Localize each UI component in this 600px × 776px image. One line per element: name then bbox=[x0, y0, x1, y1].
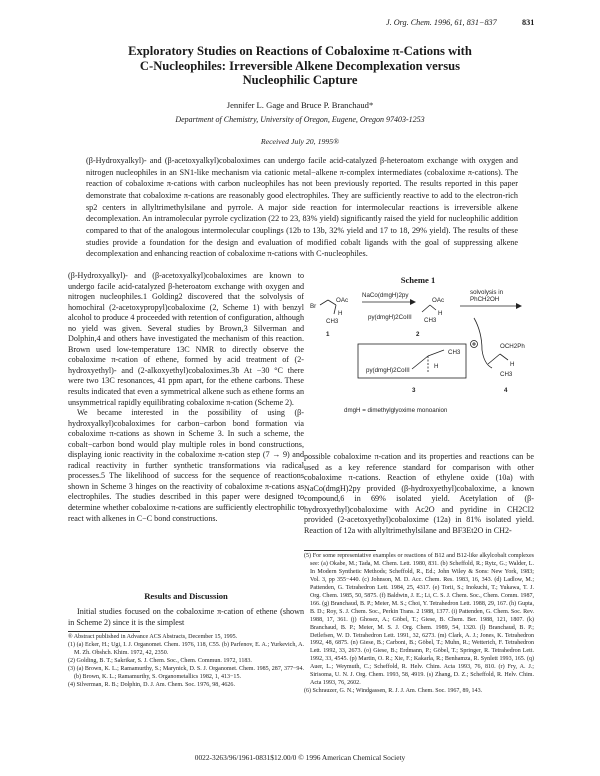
abstract: (β-Hydroxyalkyl)- and (β-acetoxyalkyl)cobaloximes can undergo facile acid-catalyzed β-heteroatom exchange with oxygen and nitrogen nucleophiles in an SN1-like mechanism via cationic metal−alkene π-complex intermediates (cobaloxime π-cations). The reaction of cobaloxime π-cations with carbon nucleophiles has not been previously reported. The results reported in this paper demonstrate that cobaloxime π-cations are reasonably good electrophiles. They are sufficiently reactive to add to the electron-rich sp2 centers in allyltrimethylsilane and pyrrole. A major side reaction for intermolecular reactions is irreversible alkene decomplexation. An intramolecular pyrrole cyclization (22 to 23, 83% yield) significantly raised the yield for nucleophilic addition compared to that of the analogous intermolecular couplings (12b to 13b, 32% yield and 17 to 18, 29% yield). The results of these studies provide a foundation for the design and evaluation of modified cobalt ligands with the goal of suppressing alkene decomplexation and enhancing reaction of cobaloxime π-cations with C-nucleophiles. bbox=[86, 156, 518, 259]
bond bbox=[428, 350, 444, 356]
leaving-group-label: Br bbox=[310, 303, 317, 310]
compound-4-label: 4 bbox=[504, 387, 508, 394]
footnote: (6) Schrauzer, G. N.; Windgassen, R. J. J. Am. Chem. Soc. 1967, 89, 143. bbox=[304, 688, 483, 695]
bond bbox=[488, 354, 500, 364]
authors: Jennifer L. Gage and Bruce P. Branchaud* bbox=[226, 100, 374, 110]
scheme-1-diagram bbox=[304, 288, 540, 456]
left-column bbox=[68, 271, 304, 524]
h-label-2: H bbox=[438, 310, 443, 317]
affiliation: Department of Chemistry, University of Oregon, Eugene, Oregon 97403-1253 bbox=[175, 115, 425, 124]
page-footer: 0022-3263/96/1961-0831$12.00/0 © 1996 American Chemical Society bbox=[194, 753, 406, 762]
solvent-label: PhCH2OH bbox=[470, 296, 500, 303]
footnotes-right bbox=[304, 553, 534, 696]
paragraph-motivation: We became interested in the possibility of using (β-hydroxyalkyl)cobaloximes for carbon−carbon bond formation via cobaloxime π-cations as shown in Scheme 3. In such a scheme, the cobalt−carbon bond would play multiple roles in bond constructions, displaying ionic reactivity in the cobaloxime π-cation step (7 → 9) and radical reactivity in further synthetic transformations via radical processes.5 The likelihood of success for the sequence of reactions shown in Scheme 3 hinges on the reactivity of cobaloxime π-cations as electrophiles. The studies described in this paper were designed to determine whether cobaloxime π-cations are sufficiently electrophilic to react with alkenes in C−C bond constructions. bbox=[68, 408, 304, 523]
arrow-head bbox=[516, 303, 522, 309]
oac-label: OAc bbox=[336, 297, 349, 304]
ch3-label: CH3 bbox=[326, 318, 339, 325]
pi-bond bbox=[412, 356, 428, 369]
bond bbox=[500, 354, 508, 360]
cobalt-group-label-3: py(dmgH)2CoIII bbox=[366, 367, 410, 374]
scheme-title: Scheme 1 bbox=[400, 275, 436, 285]
ch3-label-2: CH3 bbox=[424, 317, 437, 324]
page-number: 831 bbox=[522, 18, 535, 27]
bond bbox=[422, 305, 430, 312]
footnote: (4) Silverman, R. B.; Dolphin, D. J. Am. Chem. Soc. 1976, 98, 4626. bbox=[68, 681, 235, 688]
oac-label-2: OAc bbox=[432, 297, 445, 304]
footnote-rule-right bbox=[304, 550, 376, 551]
section-heading: Results and Discussion bbox=[144, 591, 228, 601]
och2ph-label: OCH2Ph bbox=[500, 343, 525, 350]
right-column bbox=[304, 452, 534, 536]
curved-arrow bbox=[474, 318, 492, 368]
footnotes-left bbox=[68, 634, 304, 690]
footnote: (3) (a) Brown, K. L.; Ramamurthy, S.; Marynick, D. S. J. Organomet. Chem. 1985, 287, 377−94. (b) Brown, K. L.; Ramamurthy, S. Organometallics 1982, 1, 413−15. bbox=[68, 665, 304, 680]
cobalt-group-label: py(dmgH)2CoIII bbox=[368, 314, 412, 321]
ch3-label-4: CH3 bbox=[500, 371, 513, 378]
scheme-legend: dmgH = dimethylglyoxime monoanion bbox=[344, 407, 448, 414]
received-date: Received July 20, 1995® bbox=[260, 137, 340, 146]
compound-1-label: 1 bbox=[326, 331, 330, 338]
paragraph-results: Initial studies focused on the cobaloxime π-cation of ethene (shown in Scheme 2) since it is the simplest bbox=[68, 607, 304, 627]
solvolysis-label: solvolysis in bbox=[470, 289, 504, 296]
compound-3-label: 3 bbox=[412, 387, 416, 394]
bond bbox=[328, 300, 336, 305]
bond bbox=[430, 305, 436, 310]
arrow-head bbox=[410, 299, 416, 305]
compound-2-label: 2 bbox=[416, 331, 420, 338]
title-line-3: Nucleophilic Capture bbox=[242, 73, 358, 87]
title-line-2: C-Nucleophiles: Irreversible Alkene Decomplexation versus bbox=[139, 58, 461, 73]
paper-title bbox=[60, 44, 540, 88]
footnote-rule-left bbox=[68, 631, 140, 632]
ch3-label-3: CH3 bbox=[448, 349, 461, 356]
left-column-continued bbox=[68, 607, 304, 628]
footnote: ® Abstract published in Advance ACS Abstracts, December 15, 1995. bbox=[68, 634, 238, 640]
footnote: (1) (a) Ecker, H.; Ugi, I. J. Organomet. Chem. 1976, 118, C55. (b) Parfenov, E. A.; Yurkevich, A. M. Zh. Obshch. Khim. 1972, 42, 2350. bbox=[68, 641, 304, 656]
title-line-1: Exploratory Studies on Reactions of Cobaloxime π-Cations with bbox=[128, 44, 472, 58]
bond bbox=[320, 300, 328, 305]
bond bbox=[334, 305, 336, 314]
paragraph-ethene: possible cobaloxime π-cation and its properties and reactions can be used as a key reference standard for comparison with other cobaloxime π-cations. Reaction of ethylene oxide (10a) with NaCo(dmgH)2py provided (β-hydroxyethyl)cobaloxime, a known compound,6 in 69% isolated yield. Acetylation of (β-hydroxyethyl)cobaloxime with Ac2O and pyridine in CH2Cl2 provided (2-acetoxyethyl)cobaloxime (12a) in 81% isolated yield. Reaction of 12a with allyltrimethylsilane and BF3Et2O in CH2- bbox=[304, 452, 534, 535]
h-label-4: H bbox=[510, 361, 515, 368]
footnote: (5) For some representative examples or reactions of B12 and B12-like alkylcobalt complexes see: (a) Okabe, M.; Tada, M. Chem. Lett. 1980, 831. (b) Scheffold, R.; Rytz, G.; Walder, L. In Modern Synthetic Methods; Scheffold, R., Ed.; John Wiley & Sons: New York, 1983; Vol. 3, pp 355−440. (c) Johnson, M. D. Acc. Chem. Res. 1983, 16, 343. (d) Ladlow, M.; Pattenden, G. Tetrahedron Lett. 1984, 25, 4317. (e) Torii, S.; Inokuchi, T.; Yukawa, T. J. Org. Chem. 1985, 50, 5875. (f) Baldwin, J. E.; Li, C. S. J. Chem. Soc., Chem. Comm. 1987, 166. (g) Branchaud, B. P.; Meier, M. S.; Choi, Y. Tetrahedron Lett. 1988, 29, 167. (h) Gupta, B. D.; Roy, S. J. Chem. Soc., Perkin Trans. 2 1988, 1377. (i) Pattenden, G. Chem. Soc. Rev. 1988, 17, 361. (j) Ghosez, A.; Göbel, T.; Giese, B. Chem. Ber. 1988, 121, 1807. (k) Branchaud, B. P.; Meier, M. S. J. Org. Chem. 1989, 54, 1320. (l) Branchaud, B. P.; Detlefsen, W. D. Tetrahedron Lett. 1991, 32, 6273. (m) Clark, A. J.; Jones, K. Tetrahedron 1992, 48, 6875. (n) Giese, B.; Carboni, B.; Göbel, T.; Muhn, R.; Wetterich, F. Tetrahedron Lett. 1992, 33, 2673. (o) Giese, B.; Erdmann, P.; Göbel, T.; Springer, R. Tetrahedron Lett. 1992, 33, 4545. (p) Martin, O. R.; Xie, F.; Kakarla, R.; Benhamza, R. Synlett 1993, 165. (q) Auer, L.; Weymuth, C.; Scheffold, R. Helv. Chim. Acta 1993, 76, 810. (r) Fry, A. J.; Sirisoma, U. N. J. Org. Chem. 1993, 58, 4919. (s) Zhang, D. Z.; Scheffold, R. Helv. Chim. Acta 1993, 76, 2602. bbox=[304, 553, 534, 687]
footnote: (2) Golding, B. T.; Sakrikar, S. J. Chem. Soc., Chem. Commun. 1972, 1183. bbox=[68, 657, 252, 664]
paragraph-intro: (β-Hydroxyalkyl)- and (β-acetoxyalkyl)cobaloximes are known to undergo facile acid-catalyzed β-heteroatom exchange with oxygen and nitrogen nucleophiles.1 Golding2 discovered that the solvolysis of homochiral (2-acetoxypropyl)cobaloxime (2, Scheme 1) with benzyl alcohol to produce 4 proceeded with retention of configuration, although no yield was given. Several studies by Brown,3 Silverman and Dolphin,4 and others have investigated the mechanism of this reaction. Brown used low-temperature 13C NMR to directly observe the cobaloxime π-cation of ethene, formed by acid treatment of (2-hydroxyethyl)- and (2-alkoxyethyl)cobaloximes.3b At −30 °C there were two 13C resonances, 41 ppm apart, for the ethene carbons. These results indicated that even a symmetrical alkene such as ethene forms an unsymmetrical rapidly equilibrating cobaloxime π-cation (Scheme 2). bbox=[68, 271, 304, 407]
reagent-label: NaCo(dmgH)2py bbox=[362, 292, 409, 299]
h-label: H bbox=[338, 310, 343, 317]
h-label-3: H bbox=[434, 363, 439, 370]
journal-header: J. Org. Chem. 1996, 61, 831−837 bbox=[386, 18, 497, 27]
